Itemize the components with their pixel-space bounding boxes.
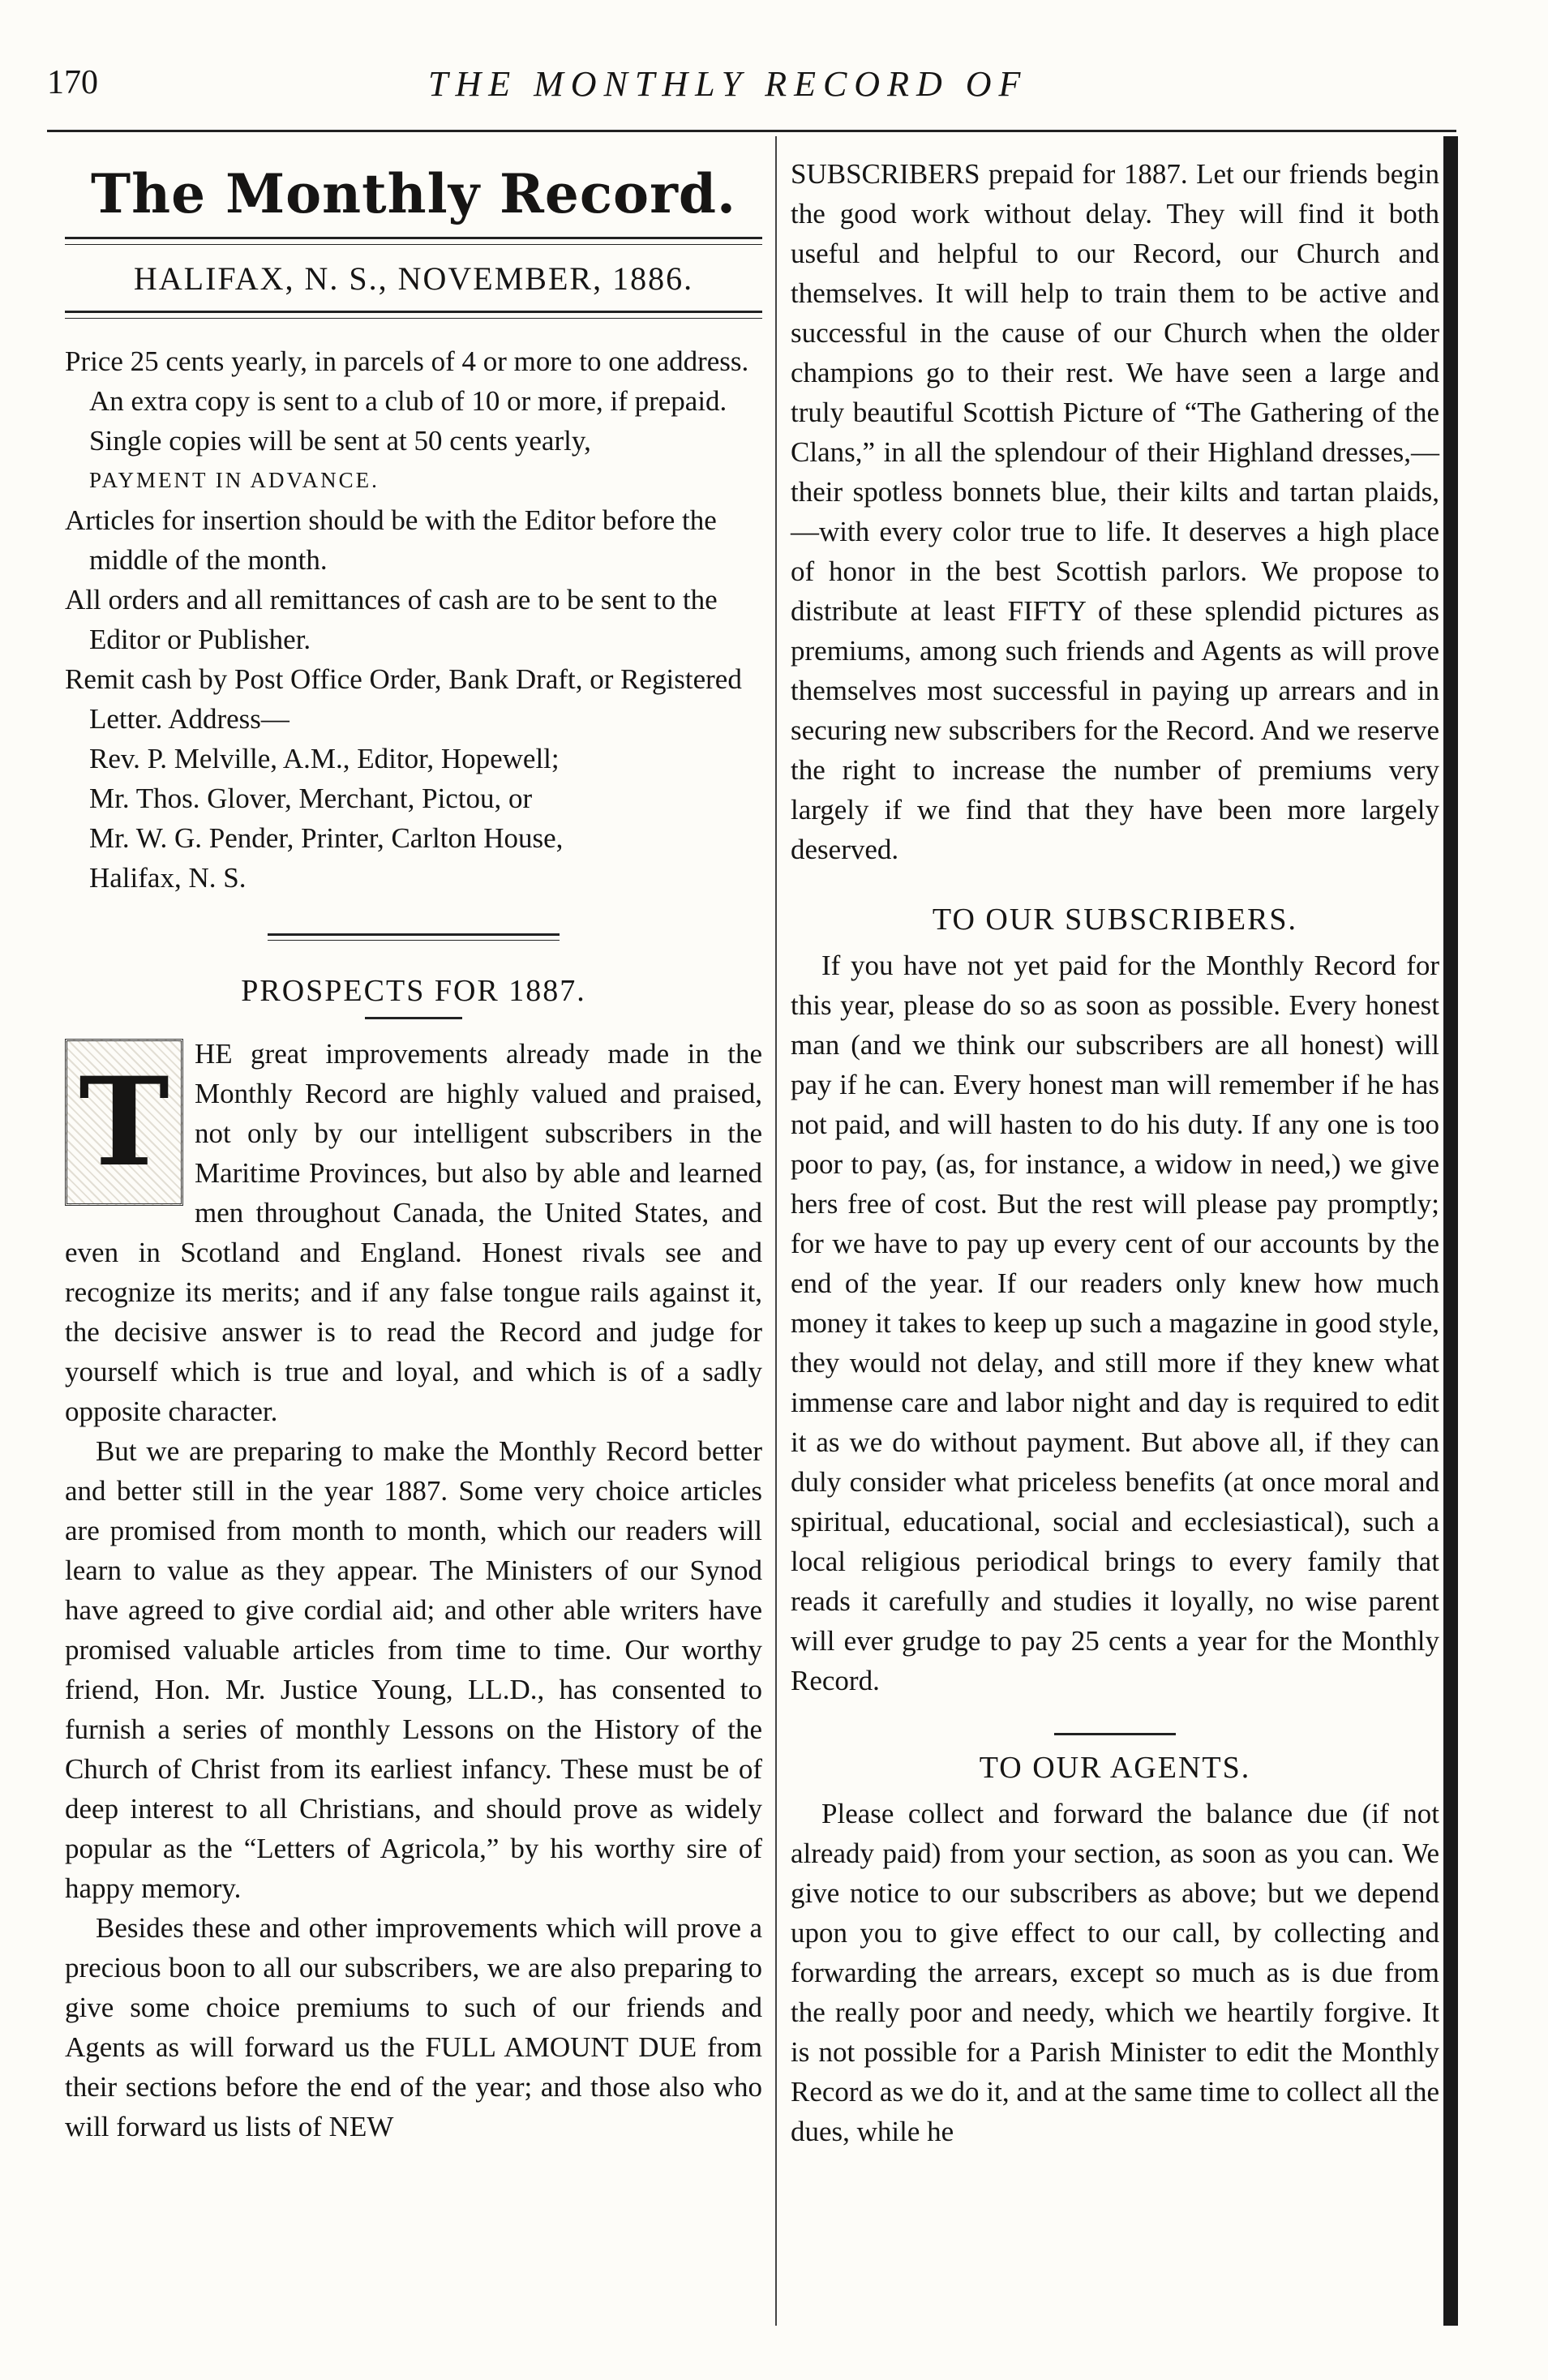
prospects-para-3: Besides these and other improvements which will prove a precious boon to all our subscribers, we are also preparing to give some choice premiums to such of our friends and Agents as will forward us the FULL AMOUNT DUE from their sections before the end of the year; and those also who will forward us lists of NEW — [65, 1912, 762, 2142]
subscription-notice — [65, 341, 762, 898]
notice-articles: Articles for insertion should be with the Editor before the middle of the month. — [65, 504, 717, 576]
left-column — [65, 154, 762, 2146]
subscribers-para: If you have not yet paid for the Monthly Record for this year, please do so as soon as possible. Every honest man (and we think our subscribers are all honest) will pay if he can. Every honest man will remember if he has not paid, and will hasten to do his duty. If any one is too poor to pay, (as, for instance, a widow in need,) we give hers free of cost. But the rest will please pay promptly; for we have to pay up every cent of our accounts by the end of the year. If our readers only knew how much money it takes to keep up such a magazine in good style, they would not delay, and still more if they knew what immense care and labor night and day is required to edit it as we do without payment. But above all, if they can duly consider what priceless benefits (at once moral and spiritual, educational, social and ecclesiastical), such a local religious periodical brings to every family that reads it carefully and studies it loyally, no wise parent will ever grudge to pay 25 cents a year for the Monthly Record. — [791, 950, 1439, 1696]
masthead-dateline: HALIFAX, N. S., NOVEMBER, 1886. — [133, 260, 694, 297]
notice-address-3: Mr. W. G. Pender, Printer, Carlton House, — [89, 822, 564, 854]
notice-address-4: Halifax, N. S. — [89, 862, 247, 894]
masthead-rule-top — [65, 237, 762, 245]
notice-orders: All orders and all remittances of cash are to be sent to the Editor or Publisher. — [65, 584, 718, 655]
notice-payment: PAYMENT IN ADVANCE. — [89, 468, 379, 492]
notice-price: Price 25 cents yearly, in parcels of 4 or more to one address. An extra copy is sent to a club of 10 or more, if prepaid. Single copies will be sent at 50 cents yearly, — [65, 345, 749, 457]
agents-rule — [1054, 1733, 1176, 1735]
page-edge-bar — [1443, 136, 1458, 2326]
title-rule — [365, 1017, 462, 1019]
section-separator — [268, 933, 560, 941]
masthead-title: The Monthly Record. — [91, 162, 736, 225]
notice-address-1: Rev. P. Melville, A.M., Editor, Hopewell; — [89, 743, 560, 774]
page-number: 170 — [47, 64, 98, 101]
running-header — [47, 63, 1458, 120]
running-title: THE MONTHLY RECORD OF — [428, 64, 1028, 104]
prospects-para-2: But we are preparing to make the Monthly Record better and better still in the year 1887. Some very choice articles are promised from month to month, which our readers will learn to value as they appear. The Ministers of our Synod have agreed to give cordial aid; and other able writers have promised valuable articles from time to time. Our worthy friend, Hon. Mr. Justice Young, LL.D., has consented to furnish a series of monthly Lessons on the History of the Church of Christ from its earliest infancy. These must be of deep interest to all Christians, and should prove as widely popular as the “Letters of Agricola,” by his worthy sire of happy memory. — [65, 1435, 762, 1904]
notice-address-2: Mr. Thos. Glover, Merchant, Pictou, or — [89, 783, 533, 814]
right-column — [791, 154, 1439, 2151]
notice-remit: Remit cash by Post Office Order, Bank Draft, or Registered Letter. Address— — [65, 663, 742, 735]
dropcap-letter: T — [65, 1039, 183, 1206]
column-divider — [775, 136, 777, 2326]
agents-title: TO OUR AGENTS. — [979, 1751, 1251, 1785]
header-rule — [47, 130, 1456, 132]
agents-para: Please collect and forward the balance due (if not already paid) from your section, as soon as you can. We give notice to our subscribers as above; but we depend upon you to give effect to our call, by collecting and forwarding the arrears, except so much as is due from the really poor and needy, which we heartily forgive. It is not possible for a Parish Minister to edit the Monthly Record as we do it, and at the same time to collect all the dues, while he — [791, 1798, 1439, 2147]
prospects-title: PROSPECTS FOR 1887. — [241, 974, 586, 1008]
prospects-article — [65, 1034, 762, 2146]
prospects-para-1-text: HE great improvements already made in the Monthly Record are highly valued and praised, not only by our intelligent subscribers in the Maritime Provinces, but also by able and learned men throughout Canada, the United States, and even in Scotland and England. Honest rivals see and recognize its merits; and if any false tongue rails against it, the decisive answer is to read the Record and judge for yourself which is true and loyal, and which is of a sadly opposite character. — [65, 1038, 762, 1427]
continuation-para: SUBSCRIBERS prepaid for 1887. Let our friends begin the good work without delay. They will find it both useful and helpful to our Record, our Church and themselves. It will help to train them to be active and successful in the cause of our Church when the older champions go to their rest. We have seen a large and truly beautiful Scottish Picture of “The Gathering of the Clans,” in all the splendour of their Highland dresses,—their spotless bonnets blue, their kilts and tartan plaids,—with every color true to life. It deserves a high place of honor in the best Scottish parlors. We propose to distribute at least FIFTY of these splendid pictures as premiums, among such friends and Agents as will prove themselves most successful in paying up arrears and in securing new subscribers for the Record. And we reserve the right to increase the number of premiums very largely if we find that they have been more largely deserved. — [791, 158, 1439, 865]
prospects-para-1 — [65, 1034, 762, 1431]
masthead-rule-bottom — [65, 311, 762, 319]
subscribers-title: TO OUR SUBSCRIBERS. — [932, 903, 1298, 937]
